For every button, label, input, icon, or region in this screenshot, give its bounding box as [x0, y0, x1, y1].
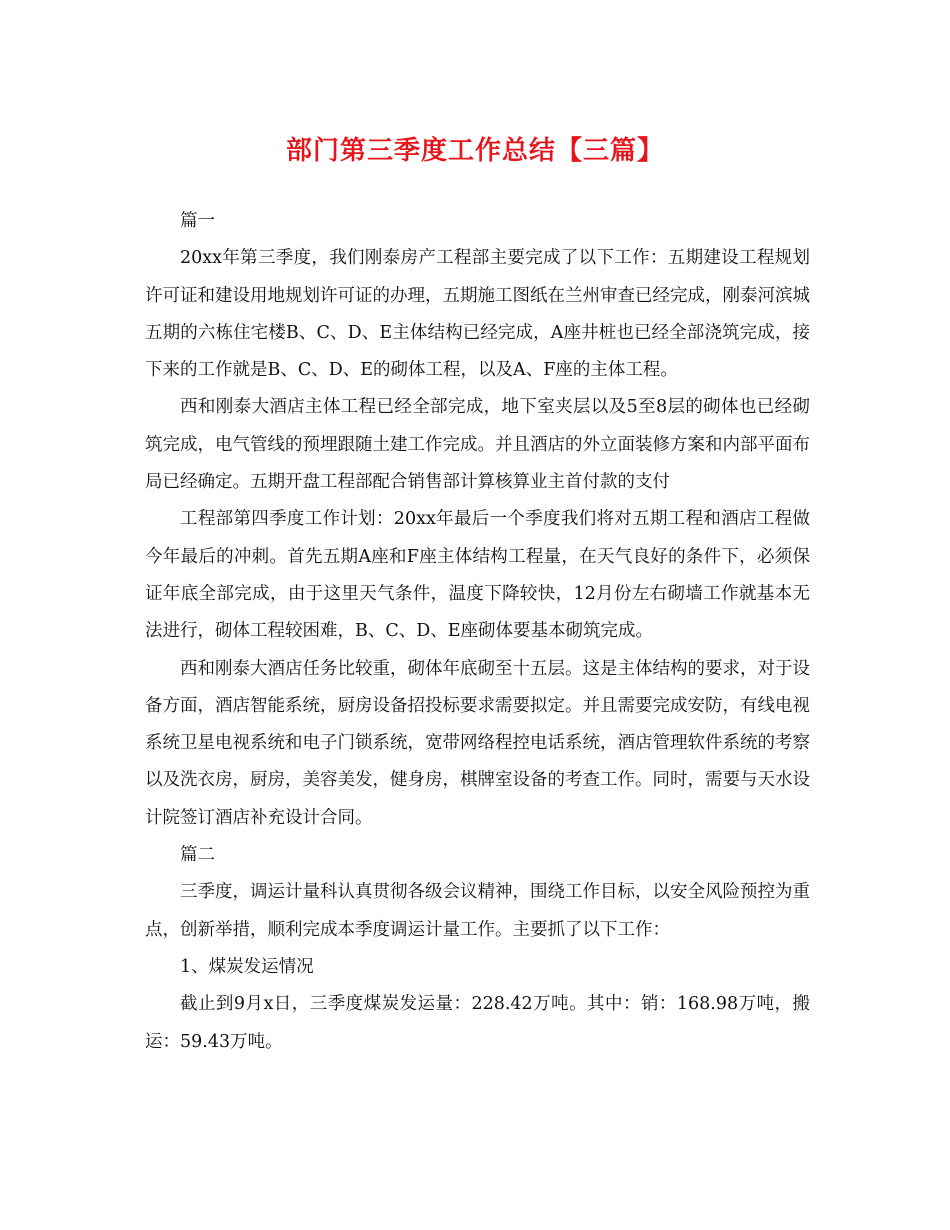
- paragraph: 三季度，调运计量科认真贯彻各级会议精神，围绕工作目标，以安全风险预控为重点，创新举措，顺利完成本季度调运计量工作。主要抓了以下工作：: [145, 882, 810, 940]
- subheading: 1、煤炭发运情况: [180, 956, 314, 977]
- section-heading-2: 篇二: [180, 845, 215, 866]
- paragraph: 20xx年第三季度，我们刚泰房产工程部主要完成了以下工作：五期建设工程规划许可证和建设用地规划许可证的办理，五期施工图纸在兰州审查已经完成，刚泰河滨城五期的六栋住宅楼B、C、D、E主体结构已经完成，A座井桩也已经全部浇筑完成，接下来的工作就是B、C、D、E的砌体工程，以及A、F座的主体工程。: [145, 248, 810, 381]
- document-title: 部门第三季度工作总结【三篇】: [285, 136, 664, 166]
- paragraph: 工程部第四季度工作计划：20xx年最后一个季度我们将对五期工程和酒店工程做今年最后的冲刺。首先五期A座和F座主体结构工程量，在天气良好的条件下，必须保证年底全部完成，由于这里天气条件，温度下降较快，12月份左右砌墙工作就基本无法进行，砌体工程较困难，B、C、D、E座砌体要基本砌筑完成。: [145, 509, 810, 642]
- section-heading-1: 篇一: [180, 211, 215, 231]
- document-body: [145, 203, 810, 1061]
- paragraph: 截止到9月x日，三季度煤炭发运量：228.42万吨。其中：销：168.98万吨，搬运：59.43万吨。: [145, 994, 810, 1052]
- paragraph: 西和刚泰大酒店任务比较重，砌体年底砌至十五层。这是主体结构的要求，对于设备方面，酒店智能系统，厨房设备招投标要求需要拟定。并且需要完成安防，有线电视系统卫星电视系统和电子门锁系统，宽带网络程控电话系统，酒店管理软件系统的考察以及洗衣房，厨房，美容美发，健身房，棋牌室设备的考查工作。同时，需要与天水设计院签订酒店补充设计合同。: [145, 658, 810, 828]
- paragraph: 西和刚泰大酒店主体工程已经全部完成，地下室夹层以及5至8层的砌体也已经砌筑完成，电气管线的预埋跟随土建工作完成。并且酒店的外立面装修方案和内部平面布局已经确定。五期开盘工程部配合销售部计算核算业主首付款的支付: [145, 397, 810, 493]
